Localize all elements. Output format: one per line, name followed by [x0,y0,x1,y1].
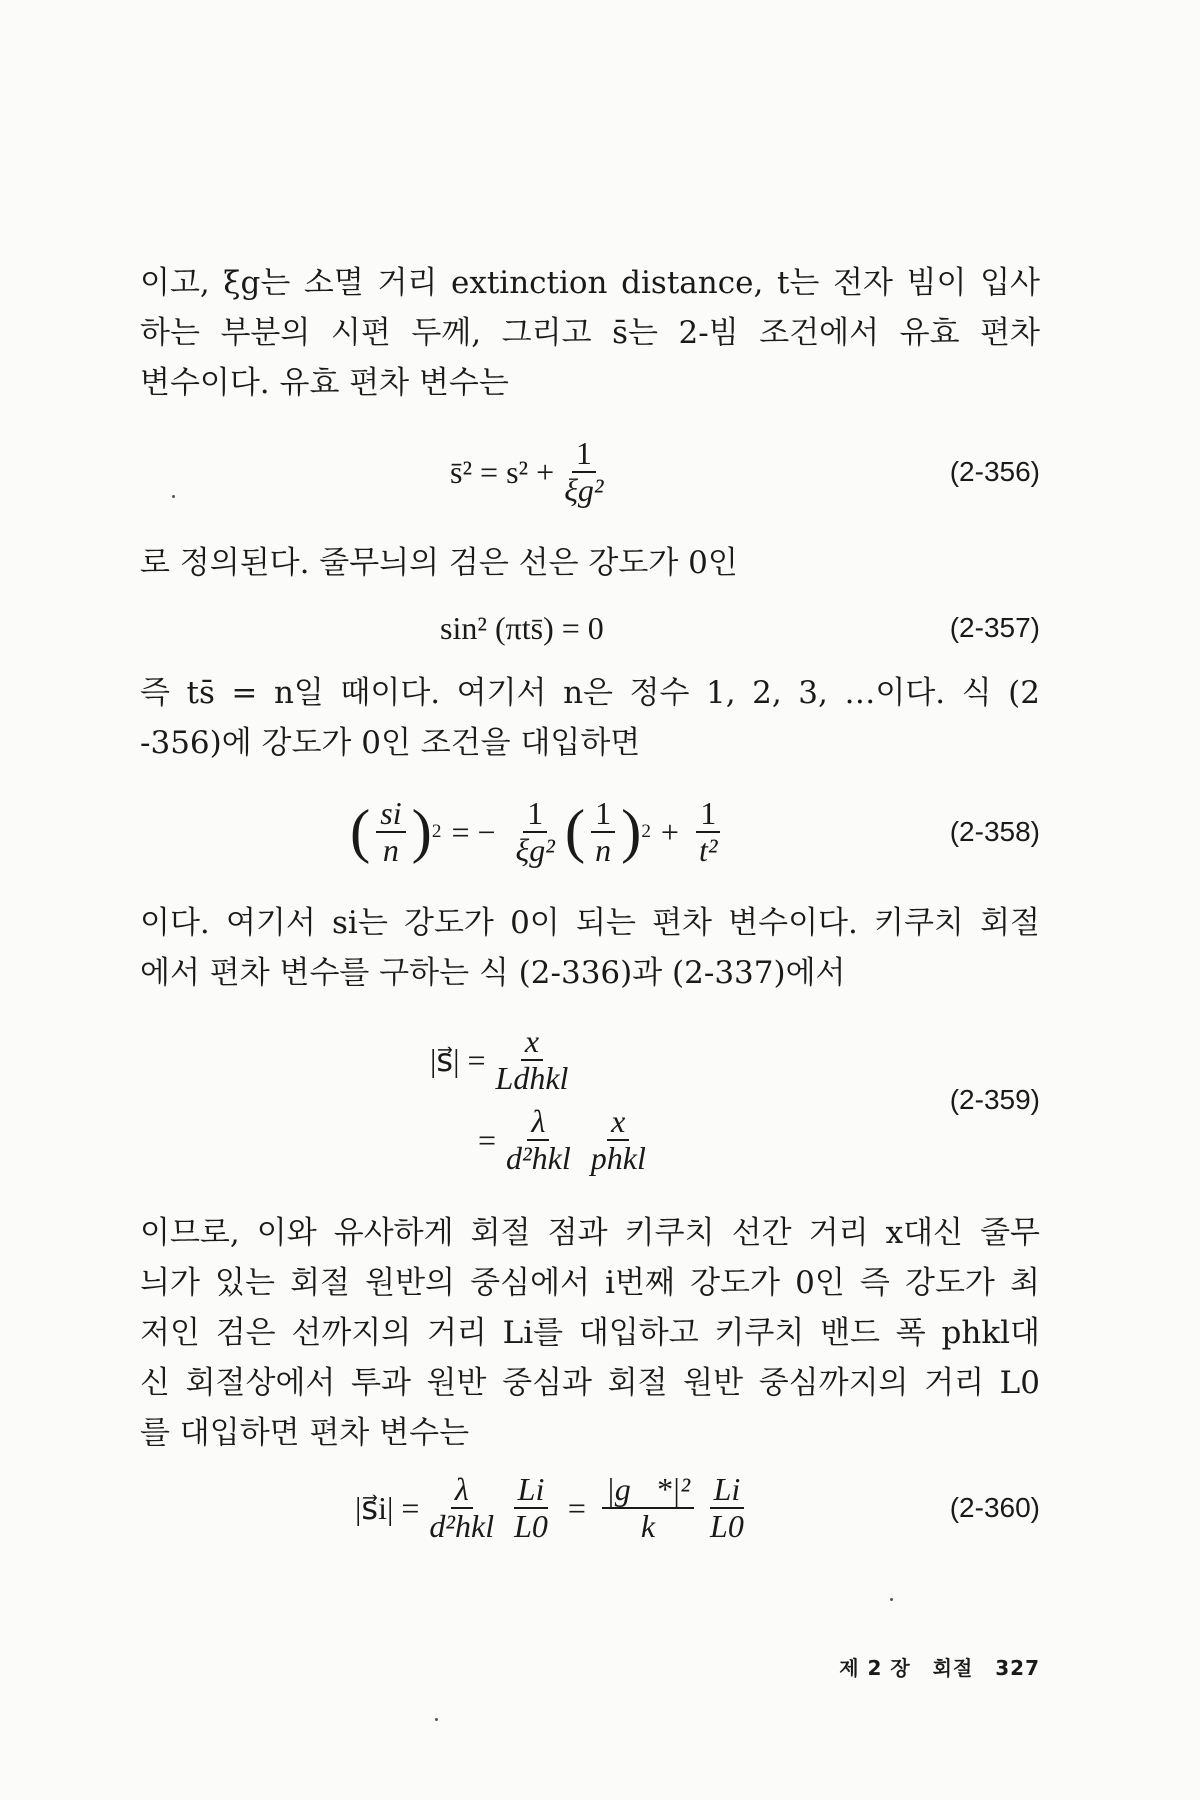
eq356-number: (2-356) [949,456,1040,487]
eq356-fraction [560,436,607,508]
p1-line-3: 변수이다. 유효 편차 변수는 [140,365,509,401]
scan-speck [890,1598,893,1601]
eq360-fraction-1: $\frac{\lambda}{\text{d²hkl}}$ [429,1470,495,1544]
p4-line-1: 이다. 여기서 si는 강도가 0이 되는 편차 변수이다. 키쿠치 회절 [140,905,1040,941]
p4-line-2: 에서 편차 변수를 구하는 식 (2-336)과 (2-337)에서 [140,955,846,991]
p5-line-2: 늬가 있는 회절 원반의 중심에서 i번째 강도가 0인 즉 강도가 최 [140,1265,1040,1301]
equation-2-360: |s⃗i| = $\frac{\lambda}{\text{d²hkl}}$ $\frac{Li}{L0}$ = $\frac{\text{|g⃗*|²}}{k}$ $\frac{Li}{L0}$ (2-360) [0,1468,1200,1548]
eq360-fraction-4: $\frac{Li}{L0}$ [710,1470,744,1544]
p5-line-5: 를 대입하면 편차 변수는 [140,1415,470,1451]
paragraph-1 [140,258,1040,408]
eq358-fraction-1: $\frac{1}{\text{ξg²}}$ [515,794,555,868]
paragraph-2 [140,538,1040,588]
eq358-fraction-3: $\frac{1}{\text{t²}}$ [695,796,721,868]
eq358-lhs-fraction: $\frac{si}{n}$ [376,796,405,868]
eq359-fraction-1: $\frac{x}{\text{Ldhkl}}$ [495,1022,569,1096]
p3-line-2: -356)에 강도가 0인 조건을 대입하면 [140,725,641,761]
p5-line-4: 신 회절상에서 투과 원반 중심과 회절 원반 중심까지의 거리 L0 [140,1365,1040,1401]
eq359-number: (2-359) [949,1084,1040,1115]
eq357-number: (2-357) [949,612,1040,643]
eq358-fraction-2: $\frac{1}{n}$ [591,796,615,868]
eq360-fraction-3: $\frac{\text{|g⃗*|²}}{k}$ [602,1472,694,1544]
equation-2-356 [0,432,1200,512]
page-number: 327 [995,1656,1040,1680]
equation-2-357 [0,588,1200,668]
eq358-number: (2-358) [949,816,1040,847]
equation-2-358: ( $\frac{si}{n}$ ) 2 = − $\frac{1}{\text{ξg²}}$ ( $\frac{1}{n}$ ) 2 + $\frac{1}{\text{t²}}$ (2-358) [0,792,1200,872]
eq359-fraction-3: $\frac{x}{\text{phkl}}$ [590,1102,646,1176]
p2-line-1: 로 정의된다. 줄무늬의 검은 선은 강도가 0인 [140,545,738,581]
p5-line-1: 이므로, 이와 유사하게 회절 점과 키쿠치 선간 거리 x대신 줄무 [140,1215,1040,1251]
eq356-lhs: s̄² = s² + [450,453,555,490]
paragraph-3 [140,668,1040,768]
equation-2-359: |s⃗| = $\frac{x}{\text{Ldhkl}}$ = $\frac{\lambda}{\text{d²hkl}}$ $\frac{x}{\text{phkl}}$ (2-359) [430,1022,1040,1176]
scan-speck [435,1718,438,1721]
eq356-numerator: 1 [572,436,596,473]
p3-line-1: 즉 ts̄ = n일 때이다. 여기서 n은 정수 1, 2, 3, …이다. 식 (2 [140,675,1040,711]
paragraph-5 [140,1208,1040,1458]
p1-line-1: 이고, ξg는 소멸 거리 extinction distance, t는 전자 빔이 입사 [140,265,1040,301]
eq360-number: (2-360) [949,1492,1040,1523]
page-footer [825,1652,1040,1681]
scan-speck [172,495,175,498]
eq356-denominator: ξg² [564,472,604,508]
p5-line-3: 저인 검은 선까지의 거리 Li를 대입하고 키쿠치 밴드 폭 phkl대 [140,1315,1040,1351]
p1-line-2: 하는 부분의 시편 두께, 그리고 s̄는 2-빔 조건에서 유효 편차 [140,315,1040,351]
eq359-fraction-2: $\frac{\lambda}{\text{d²hkl}}$ [506,1102,571,1176]
eq360-fraction-2: $\frac{Li}{L0}$ [514,1470,548,1544]
eq357-body: sin² (πts̄) = 0 [440,609,604,646]
footer-chapter: 제 2 장 [839,1656,911,1680]
paragraph-4 [140,898,1040,998]
footer-title: 회절 [932,1656,974,1680]
